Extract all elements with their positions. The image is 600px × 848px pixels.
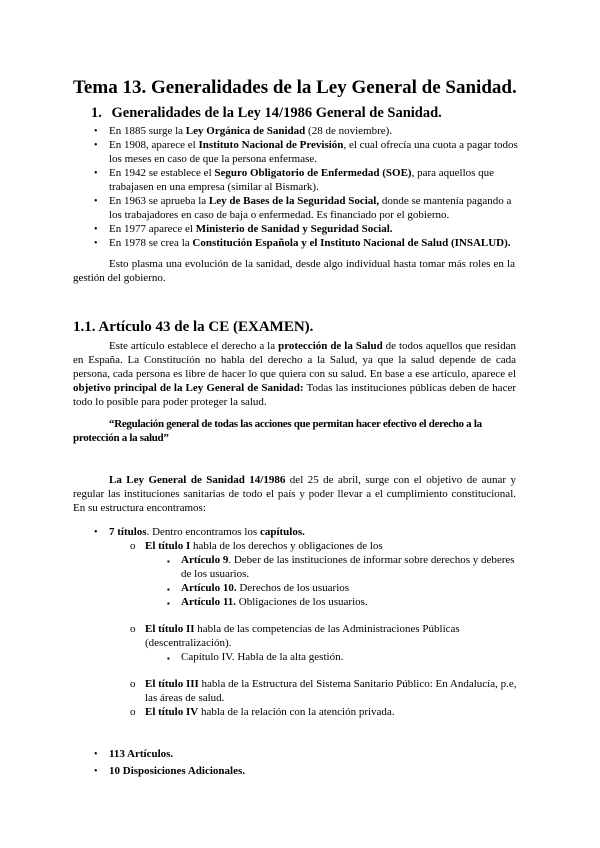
quote-line-2: protección a la salud” [73,432,169,444]
bullet-icon: • [94,140,98,151]
document-title: Tema 13. Generalidades de la Ley General de Sanidad. [73,77,517,98]
bullet-icon: • [94,224,98,235]
list-item-titulos: 7 títulos. Dentro encontramos los capítulos. [109,526,305,538]
section2-heading: 1.1. Artículo 43 de la CE (EXAMEN). [73,319,314,335]
bullet-icon: • [94,196,98,207]
list-item: En 1908, aparece el Instituto Nacional de Previsión, el cual ofrecía una cuota a pagar todos los meses en caso de que la persona enfermase. [109,139,518,165]
square-bullet-icon: ▪ [167,557,170,566]
list-item: En 1942 se establece el Seguro Obligatorio de Enfermedad (SOE), para aquellos que trabajasen en una empresa (similar al Bismark). [109,167,495,193]
list-item-articulo-11: Artículo 11. Obligaciones de los usuarios. [181,596,368,608]
list-item: En 1977 aparece el Ministerio de Sanidad y Seguridad Social. [109,223,393,235]
circle-bullet-icon: o [130,623,136,635]
bullet-icon: • [94,238,98,249]
bullet-icon: • [94,527,98,538]
list-item-titulo-2: El título II habla de las competencias de las Administraciones Públicas (descentralización). [145,623,460,649]
section1-closing: Esto plasma una evolución de la sanidad, desde algo individual hasta tomar más roles en la gestión del gobierno. [73,258,515,284]
circle-bullet-icon: o [130,540,136,552]
bullet-icon: • [94,766,98,777]
list-item: En 1978 se crea la Constitución Española y el Instituto Nacional de Salud (INSALUD). [109,237,511,249]
list-item: En 1963 se aprueba la Ley de Bases de la Seguridad Social, donde se mantenía pagando a los trabajadores en caso de baja o enfermedad. Es financiado por el gobierno. [109,195,512,221]
list-item-articulo-10: Artículo 10. Derechos de los usuarios [181,582,350,594]
section1-number: 1. [91,105,102,121]
list-item-titulo-1: El título I habla de los derechos y obligaciones de los [145,540,383,552]
section1-heading-text: Generalidades de la Ley 14/1986 General de Sanidad. [111,105,442,121]
list-item-titulo-3: El título III habla de la Estructura del Sistema Sanitario Público: En Andalucía, p.e, las áreas de salud. [145,678,517,704]
square-bullet-icon: ▪ [167,585,170,594]
list-item: En 1885 surge la Ley Orgánica de Sanidad (28 de noviembre). [109,125,393,137]
bullet-icon: • [94,749,98,760]
square-bullet-icon: ▪ [167,654,170,663]
list-item-titulo-4: El título IV habla de la relación con la atención privada. [145,706,395,718]
quote-line-1: “Regulación general de todas las acciones que permitan hacer efectivo el derecho a la [109,418,482,430]
section1-heading [91,104,442,122]
list-item-disposiciones: 10 Disposiciones Adicionales. [109,765,245,777]
bullet-icon: • [94,126,98,137]
law-paragraph: La Ley General de Sanidad 14/1986 del 25 de abril, surge con el objetivo de aunar y regular las instituciones sanitarias de todo el país y poder llevar a el cumplimiento constitucional. En su estructura encontramos: [73,474,516,514]
square-bullet-icon: ▪ [167,599,170,608]
list-item-articulo-9: Artículo 9. Deber de las instituciones de informar sobre derechos y deberes de los usuarios. [181,554,515,580]
circle-bullet-icon: o [130,706,136,718]
list-item-capitulo-4: Capítulo IV. Habla de la alta gestión. [181,651,344,663]
circle-bullet-icon: o [130,678,136,690]
list-item-articulos: 113 Artículos. [109,748,174,760]
bullet-icon: • [94,168,98,179]
article43-paragraph: Este artículo establece el derecho a la protección de la Salud de todos aquellos que residan en España. La Constitución no habla del derecho a la Salud, ya que la salud depende de cada persona, cada persona es libre de hacer lo que quiera con su salud. En base a ese artículo, aparece el objetivo principal de la Ley General de Sanidad: Todas las instituciones públicas deben de hacer todo lo posible para poder proteger la salud. [73,340,516,408]
